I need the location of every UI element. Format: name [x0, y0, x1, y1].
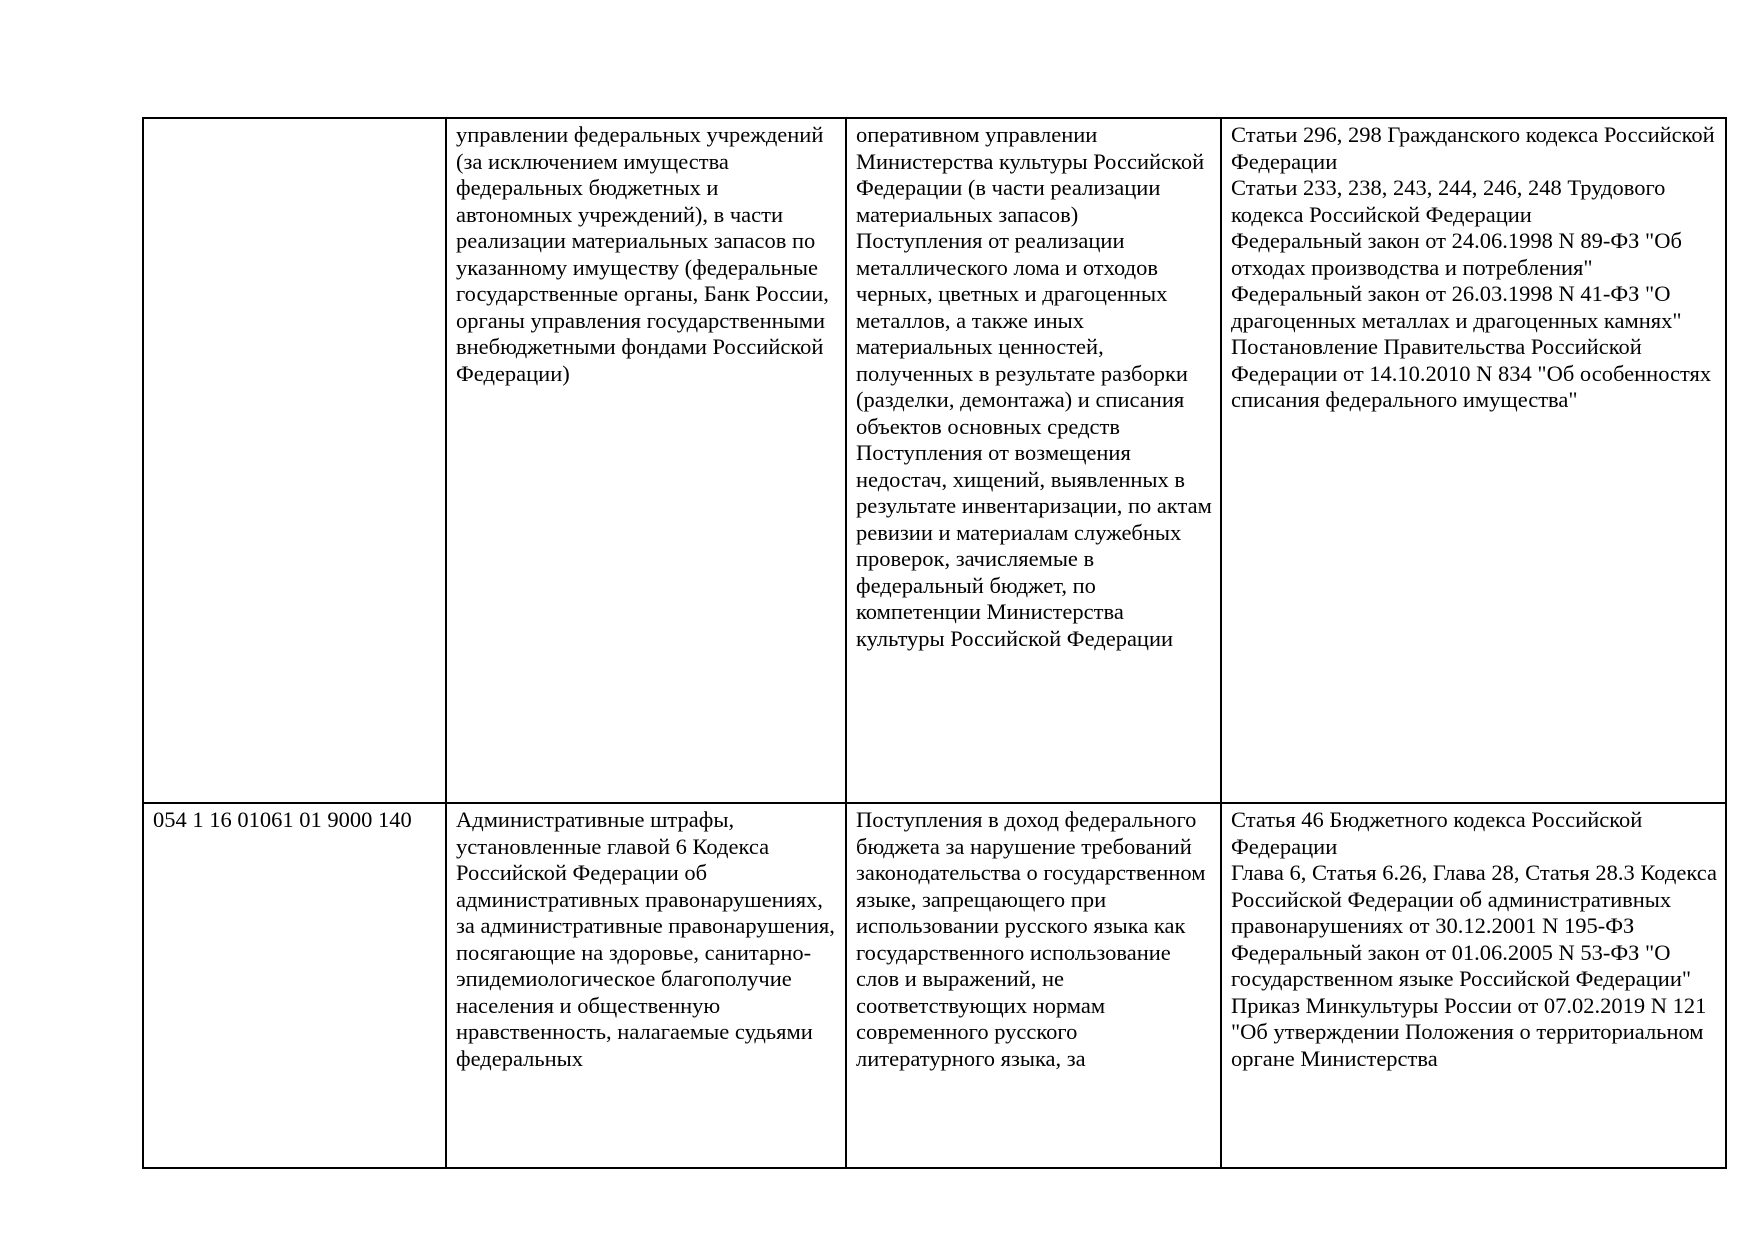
paragraph: оперативном управлении Министерства культуры Российской Федерации (в части реализации материальных запасов) — [856, 122, 1205, 227]
table-row — [143, 118, 1726, 803]
paragraph: Приказ Минкультуры России от 07.02.2019 N 121 "Об утверждении Положения о территориальном органе Министерства — [1231, 992, 1707, 1071]
paragraph: Статья 46 Бюджетного кодекса Российской Федерации — [1231, 807, 1643, 859]
paragraph: Поступления в доход федерального бюджета за нарушение требований законодательства о государственном языке, запрещающего при использовании русского языка как государственного использование слов и выражений, не соответствующих нормам современного русского литературного языка, за — [856, 807, 1206, 1071]
budget-code: 054 1 16 01061 01 9000 140 — [153, 807, 412, 832]
paragraph: управлении федеральных учреждений (за исключением имущества федеральных бюджетных и автономных учреждений), в части реализации материальных запасов по указанному имуществу (федеральные государственные органы, Банк России, органы управления государственными внебюджетными фондами Российской Федерации) — [456, 122, 829, 386]
budget-revenue-table — [142, 117, 1727, 1169]
cell-receipts-description — [846, 118, 1221, 803]
paragraph: Поступления от реализации металлического лома и отходов черных, цветных и драгоценных металлов, а также иных материальных ценностей, полученных в результате разборки (разделки, демонтажа) и списания объектов основных средств — [856, 228, 1188, 439]
cell-budget-code — [143, 803, 446, 1168]
paragraph: Федеральный закон от 24.06.1998 N 89-ФЗ "Об отходах производства и потребления" — [1231, 228, 1682, 280]
paragraph: Поступления от возмещения недостач, хищений, выявленных в результате инвентаризации, по актам ревизии и материалам служебных проверок, зачисляемые в федеральный бюджет, по компетенции Министерства культуры Российской Федерации — [856, 440, 1212, 651]
cell-legal-basis — [1221, 118, 1726, 803]
paragraph: Федеральный закон от 01.06.2005 N 53-ФЗ "О государственном языке Российской Федерации" — [1231, 939, 1692, 991]
paragraph: Статьи 296, 298 Гражданского кодекса Российской Федерации — [1231, 122, 1715, 174]
cell-budget-code — [143, 118, 446, 803]
paragraph: Постановление Правительства Российской Федерации от 14.10.2010 N 834 "Об особенностях списания федерального имущества" — [1231, 334, 1712, 412]
cell-receipts-description — [846, 803, 1221, 1168]
paragraph: Глава 6, Статья 6.26, Глава 28, Статья 28.3 Кодекса Российской Федерации об административных правонарушениях от 30.12.2001 N 195-ФЗ — [1231, 860, 1717, 938]
paragraph: Статьи 233, 238, 243, 244, 246, 248 Трудового кодекса Российской Федерации — [1231, 175, 1666, 227]
cell-revenue-name — [446, 803, 846, 1168]
table-row — [143, 803, 1726, 1168]
paragraph: Административные штрафы, установленные главой 6 Кодекса Российской Федерации об административных правонарушениях, за административные правонарушения, посягающие на здоровье, санитарно-эпидемиологическое благополучие населения и общественную нравственность, налагаемые судьями федеральных — [456, 807, 835, 1071]
paragraph: Федеральный закон от 26.03.1998 N 41-ФЗ "О драгоценных металлах и драгоценных камнях" — [1231, 281, 1682, 333]
cell-revenue-name — [446, 118, 846, 803]
cell-legal-basis — [1221, 803, 1726, 1168]
